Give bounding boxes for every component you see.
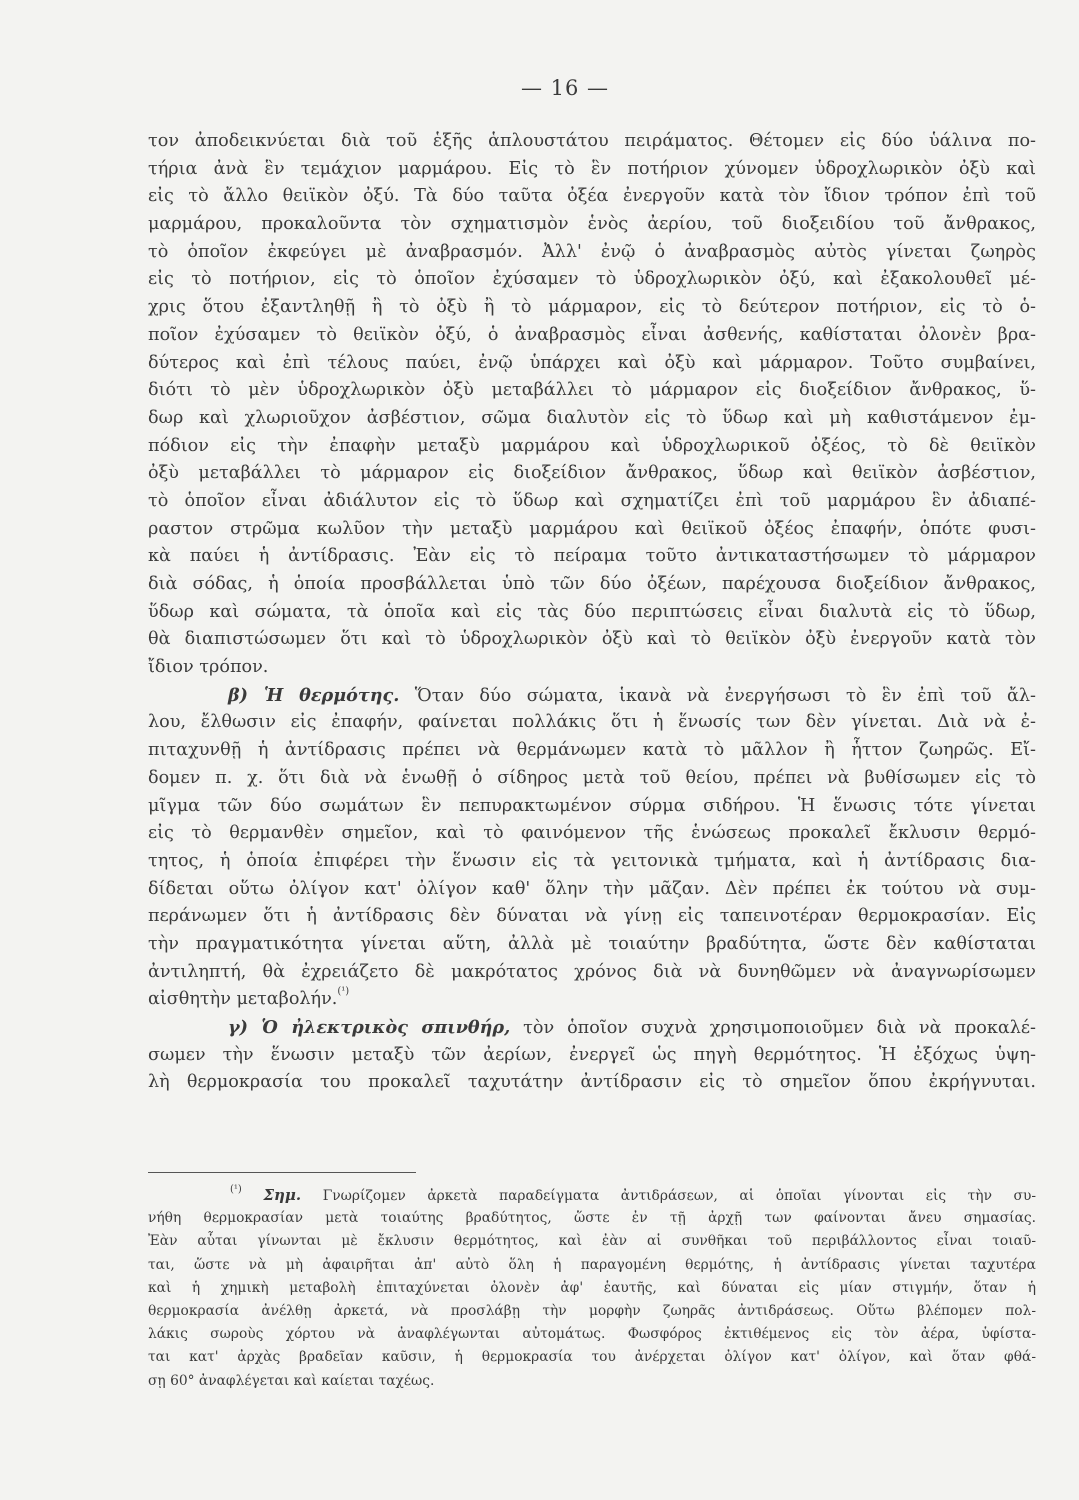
text-line: πόδιον εἰς τὴν ἐπαφὴν μεταξὺ μαρμάρου καὶ ὑδροχλωρικοῦ ὀξέος, τὸ δὲ θειϊκὸν [148,435,1036,456]
text-line: τον ἀποδεικνύεται διὰ τοῦ ἑξῆς ἁπλουστάτου πειράματος. Θέτομεν εἰς δύο ὑάλινα πο- [148,131,1036,151]
text-line: τὸ ὁποῖον ἐκφεύγει μὲ ἀναβρασμόν. Ἀλλ' ἐνῷ ὁ ἀναβρασμὸς αὐτὸς γίνεται ζωηρὸς [148,241,1036,262]
text-line: διότι τὸ μὲν ὑδροχλωρικὸν ὀξὺ μεταβάλλει τὸ μάρμαρον εἰς διοξείδιον ἄνθρακος, ὕ- [148,380,1036,401]
text-line: δομεν π. χ. ὅτι διὰ νὰ ἑνωθῇ ὁ σίδηρος μετὰ τοῦ θείου, πρέπει νὰ βυθίσωμεν εἰς τὸ [148,767,1036,788]
text-line: τὸ ὁποῖον εἶναι ἀδιάλυτον εἰς τὸ ὕδωρ καὶ σχηματίζει ἐπὶ τοῦ μαρμάρου ἓν ἀδιαπέ- [148,490,1036,511]
text-line: λὴ θερμοκρασία του προκαλεῖ ταχυτάτην ἀντίδρασιν εἰς τὸ σημεῖον ὅπου ἐκρήγνυται. [148,1072,1036,1093]
text-line: ἀντιληπτή, θὰ ἐχρειάζετο δὲ μακρότατος χρόνος διὰ νὰ δυνηθῶμεν νὰ ἀναγνωρίσωμεν [148,961,1036,982]
text-line: ὀξὺ μεταβάλλει τὸ μάρμαρον εἰς διοξείδιον ἄνθρακος, ὕδωρ καὶ θειϊκὸν ἀσβέστιον, [148,463,1036,484]
text-span: Γνωρίζομεν ἀρκετὰ παραδείγματα ἀντιδράσεων, αἱ ὁποῖαι γίνονται εἰς τὴν συ- [322,1188,1036,1204]
body-text [148,128,1036,1097]
text-span: αἰσθητὴν μεταβολήν. [148,989,338,1010]
text-line: ραστον στρῶμα κωλῦον τὴν μεταξὺ μαρμάρου καὶ θειϊκοῦ ὀξέος ἐπαφήν, ὁπότε φυσι- [148,518,1036,539]
text-line: δωρ καὶ χλωριοῦχον ἀσβέστιον, σῶμα διαλυτὸν εἰς τὸ ὕδωρ καὶ μὴ καθιστάμενον ἐμ- [148,407,1036,428]
text-line [148,986,1036,1014]
text-line: τὴν πραγματικότητα γίνεται αὕτη, ἀλλὰ μὲ τοιαύτην βραδύτητα, ὥστε δὲν καθίσταται [148,933,1036,954]
text-line: ὕδωρ καὶ σώματα, τὰ ὁποῖα καὶ εἰς τὰς δύο περιπτώσεις εἶναι διαλυτὰ εἰς τὸ ὕδωρ, [148,601,1036,622]
footnote-line: νήθη θερμοκρασίαν μετὰ τοιαύτης βραδύτητος, ὥστε ἐν τῇ ἀρχῇ των φαίνονται ἄνευ σημασίας. [148,1210,1036,1227]
text-line: εἰς τὸ ποτήριον, εἰς τὸ ὁποῖον ἐχύσαμεν τὸ ὑδροχλωρικὸν ὀξύ, καὶ ἐξακολουθεῖ μέ- [148,269,1036,290]
text-line: χρις ὅτου ἐξαντληθῇ ἢ τὸ ὀξὺ ἢ τὸ μάρμαρον, εἰς τὸ δεύτερον ποτήριον, εἰς τὸ ὁ- [148,297,1036,318]
footnote-line: ται κατ' ἀρχὰς βραδεῖαν καῦσιν, ἡ θερμοκρασία του ἀνέρχεται ὀλίγον κατ' ὀλίγον, καὶ ὅταν φθά- [148,1349,1036,1366]
text-line: θὰ διαπιστώσωμεν ὅτι καὶ τὸ ὑδροχλωρικὸν ὀξὺ καὶ τὸ θειϊκὸν ὀξὺ ἐνεργοῦν κατὰ τὸν [148,629,1036,650]
footnote-line: καὶ ἡ χημικὴ μεταβολὴ ἐπιταχύνεται ὀλονὲν ἀφ' ἑαυτῆς, καὶ δύναται εἰς μίαν στιγμήν, ὅταν ἡ [148,1279,1036,1296]
footnote-line: Ἐὰν αὗται γίνωνται μὲ ἔκλυσιν θερμότητος, καὶ ἐὰν αἱ συνθῆκαι τοῦ περιβάλλοντος εἶναι τοιαῦ- [148,1233,1036,1250]
footnote-first-line [148,1184,1036,1207]
text-line: πιταχυνθῇ ἡ ἀντίδρασις πρέπει νὰ θερμάνωμεν κατὰ τὸ μᾶλλον ἢ ἧττον ζωηρῶς. Εἴ- [148,740,1036,761]
text-line: εἰς τὸ θερμανθὲν σημεῖον, καὶ τὸ φαινόμενον τῆς ἑνώσεως προκαλεῖ ἔκλυσιν θερμό- [148,823,1036,844]
text-line: κὰ παύει ἡ ἀντίδρασις. Ἐὰν εἰς τὸ πείραμα τοῦτο ἀντικαταστήσωμεν τὸ μάρμαρον [148,546,1036,567]
section-label-heat: β) Ἡ θερμότης. [228,684,400,706]
footnote-line: σῃ 60° ἀναφλέγεται καὶ καίεται ταχέως. [148,1372,435,1389]
page-number: — 16 — [520,76,610,100]
section-label-spark: γ) Ὁ ἠλεκτρικὸς σπινθήρ, [228,1017,511,1038]
footnote-block [148,1184,1036,1393]
text-line: εἰς τὸ ἄλλο θειϊκὸν ὀξύ. Τὰ δύο ταῦτα ὀξέα ἐνεργοῦν κατὰ τὸν ἴδιον τρόπον ἐπὶ τοῦ [148,186,1036,207]
text-line: σωμεν τὴν ἕνωσιν μεταξὺ τῶν ἀερίων, ἐνεργεῖ ὡς πηγὴ θερμότητος. Ἡ ἐξόχως ὑψη- [148,1044,1036,1065]
text-line: δίδεται οὕτω ὀλίγον κατ' ὀλίγον καθ' ὅλην τὴν μᾶζαν. Δὲν πρέπει ἐκ τούτου νὰ συμ- [148,878,1036,899]
footnote-divider [148,1172,416,1173]
footnote-line: λάκις σωροὺς χόρτου νὰ ἀναφλέγωνται αὐτομάτως. Φωσφόρος ἐκτιθέμενος εἰς τὸν ἀέρα, ὑφίστα- [148,1326,1036,1343]
text-span: τὸν ὁποῖον συχνὰ χρησιμοποιοῦμεν διὰ νὰ προκαλέ- [523,1018,1036,1038]
footnote-reference[interactable]: (¹) [337,986,350,998]
text-line: ἴδιον τρόπον. [148,657,269,678]
footnote-label: Σημ. [263,1186,302,1204]
text-line: περάνωμεν ὅτι ἡ ἀντίδρασις δὲν δύναται νὰ γίνῃ εἰς ταπεινοτέραν θερμοκρασίαν. Εἰς [148,906,1036,927]
text-line: λου, ἔλθωσιν εἰς ἐπαφήν, φαίνεται πολλάκις ὅτι ἡ ἕνωσίς των δὲν γίνεται. Διὰ νὰ ἐ- [148,712,1036,733]
text-span: Ὅταν δύο σώματα, ἱκανὰ νὰ ἐνεργήσωσι τὸ ἓν ἐπὶ τοῦ ἄλ- [414,685,1036,706]
footnote-line: θερμοκρασία ἀνέλθῃ ἀρκετά, νὰ προσλάβῃ τὴν μορφὴν ζωηρᾶς ἀντιδράσεως. Οὕτω βλέπομεν πολ- [148,1302,1036,1319]
text-line: τήρια ἀνὰ ἓν τεμάχιον μαρμάρου. Εἰς τὸ ἓν ποτήριον χύνομεν ὑδροχλωρικὸν ὀξὺ καὶ [148,158,1036,179]
text-line: μῖγμα τῶν δύο σωμάτων ἓν πεπυρακτωμένον σύρμα σιδήρου. Ἡ ἕνωσις τότε γίνεται [148,795,1036,816]
heat-paragraph-first-line [148,682,1036,710]
text-line: ποῖον ἐχύσαμεν τὸ θειϊκὸν ὀξύ, ὁ ἀναβρασμὸς εἶναι ἀσθενής, καθίσταται ὀλονὲν βρα- [148,324,1036,345]
spark-paragraph-first-line [148,1014,1036,1042]
footnote-line: ται, ὥστε νὰ μὴ ἀφαιρῆται ἀπ' αὐτὸ ὅλη ἡ παραγομένη θερμότης, ἡ ἀντίδρασις γίνεται ταχυτέρα [148,1256,1036,1273]
text-line: μαρμάρου, προκαλοῦντα τὸν σχηματισμὸν ἑνὸς ἀερίου, τοῦ διοξειδίου τοῦ ἄνθρακος, [148,214,1036,235]
footnote-marker: (¹) [230,1184,242,1195]
text-line: τητος, ἡ ὁποία ἐπιφέρει τὴν ἕνωσιν εἰς τὰ γειτονικὰ τμήματα, καὶ ἡ ἀντίδρασις δια- [148,850,1036,871]
text-line: δύτερος καὶ ἐπὶ τέλους παύει, ἐνῷ ὑπάρχει καὶ ὀξὺ καὶ μάρμαρον. Τοῦτο συμβαίνει, [148,352,1036,373]
text-line: διὰ σόδας, ἡ ὁποία προσβάλλεται ὑπὸ τῶν δύο ὀξέων, παρέχουσα διοξείδιον ἄνθρακος, [148,574,1036,594]
